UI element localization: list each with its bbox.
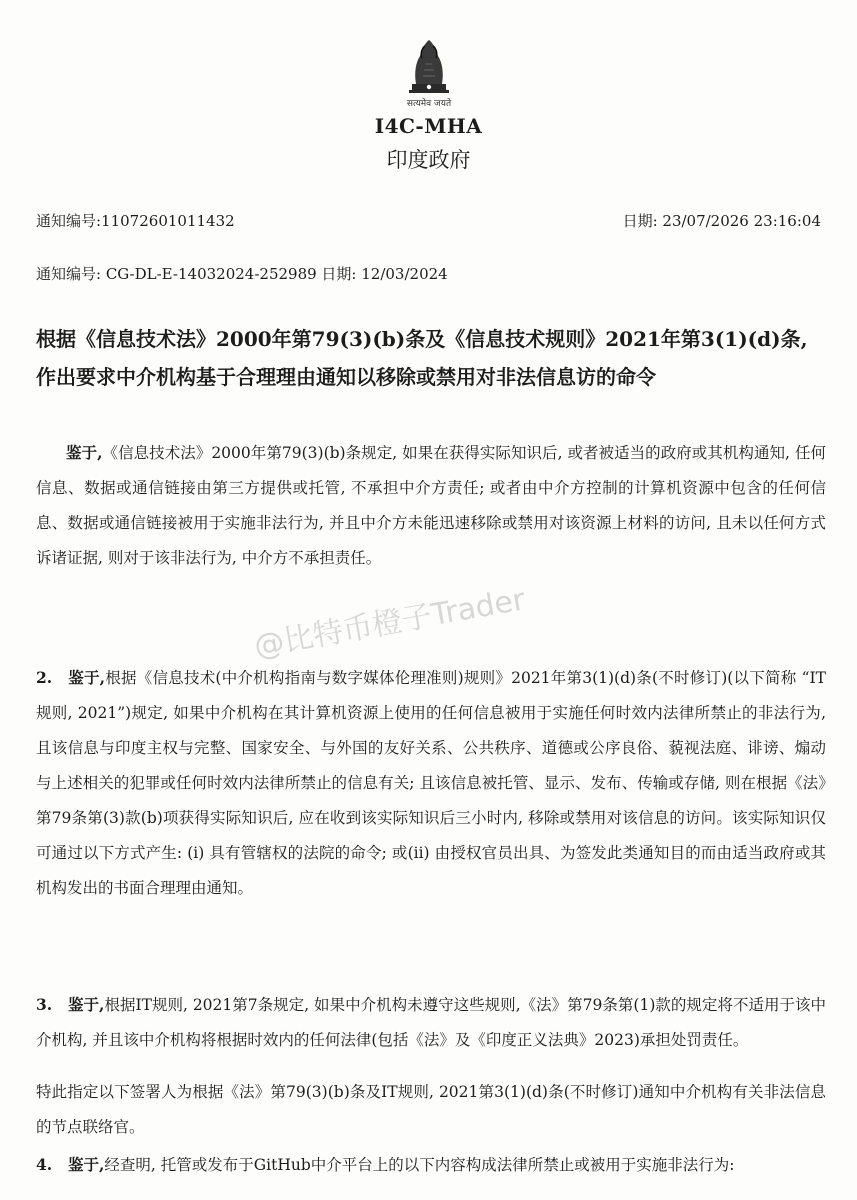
paragraph-lead: 鉴于, — [68, 1155, 105, 1174]
paragraph-number: 3. — [36, 995, 53, 1014]
paragraph-lead: 鉴于, — [68, 668, 106, 687]
paragraph-text: 《信息技术法》2000年第79(3)(b)条规定, 如果在获得实际知识后, 或者被适当的政府或其机构通知, 任何信息、数据或通信链接由第三方提供或托管, 不承担中介方责任; 或者由中介方控制的计算机资源中包含的任何信息、数据或通信链接被用于实施非法行为, 并且中介方未能迅速移除或禁用对该资源上材料的访问, 且未以任何方式诉诸证据, 则对于该非法行为, 中介方不承担责任。 — [36, 444, 826, 567]
emblem-motto: सत्यमेव जयते — [406, 99, 452, 109]
paragraph-lead: 鉴于, — [68, 995, 105, 1014]
paragraph-designation: 特此指定以下签署人为根据《法》第79(3)(b)条及IT规则, 2021第3(1)(d)条(不时修订)通知中介机构有关非法信息的节点联络官。 — [36, 1083, 826, 1136]
ashoka-lion-emblem-icon — [404, 34, 454, 98]
paragraph-2 — [36, 660, 826, 906]
org-name: I4C-MHA — [374, 114, 483, 138]
paragraph-3 — [36, 987, 826, 1058]
paragraph-1 — [36, 435, 826, 576]
org-subtitle: 印度政府 — [386, 148, 471, 172]
paragraph-4 — [36, 1147, 826, 1183]
notice-date: 日期: 23/07/2026 23:16:04 — [622, 212, 821, 230]
paragraph-lead: 鉴于, — [66, 443, 103, 462]
title-line-2: 作出要求中介机构基于合理理由通知以移除或禁用对非法信息访的命令 — [36, 365, 656, 389]
paragraph-number: 4. — [36, 1155, 53, 1174]
notice-number: 通知编号:11072601011432 — [36, 212, 235, 230]
paragraph-text: 经查明, 托管或发布于GitHub中介平台上的以下内容构成法律所禁止或被用于实施非法行为: — [104, 1156, 735, 1174]
notice-number-secondary: 通知编号: CG-DL-E-14032024-252989 日期: 12/03/2024 — [36, 265, 448, 283]
paragraph-text: 根据IT规则, 2021第7条规定, 如果中介机构未遵守这些规则,《法》第79条第(1)款的规定将不适用于该中介机构, 并且该中介机构将根据时效内的任何法律(包括《法》及《印度正义法典》2023)承担处罚责任。 — [36, 996, 826, 1049]
title-line-1: 根据《信息技术法》2000年第79(3)(b)条及《信息技术规则》2021年第3(1)(d)条, — [36, 327, 808, 351]
watermark: @比特币橙子Trader — [251, 582, 528, 665]
paragraph-text: 根据《信息技术(中介机构指南与数字媒体伦理准则)规则》2021年第3(1)(d)条(不时修订)(以下简称 “IT规则, 2021”)规定, 如果中介机构在其计算机资源上使用的任何信息被用于实施任何时效内法律所禁止的非法行为, 且该信息与印度主权与完整、国家安全、与外国的友好关系、公共秩序、道德或公序良俗、藐视法庭、诽谤、煽动与上述相关的犯罪或任何时效内法律所禁止的信息有关; 且该信息被托管、显示、发布、传输或存储, 则在根据《法》第79条第(3)款(b)项获得实际知识后, 应在收到该实际知识后三小时内, 移除或禁用对该信息的访问。该实际知识仅可通过以下方式产生: (i) 具有管辖权的法院的命令; 或(ii) 由授权官员出具、为签发此类通知目的而由适当政府或其机构发出的书面合理理由通知。 — [36, 669, 826, 897]
document-title — [36, 320, 826, 396]
paragraph-number: 2. — [36, 668, 53, 687]
